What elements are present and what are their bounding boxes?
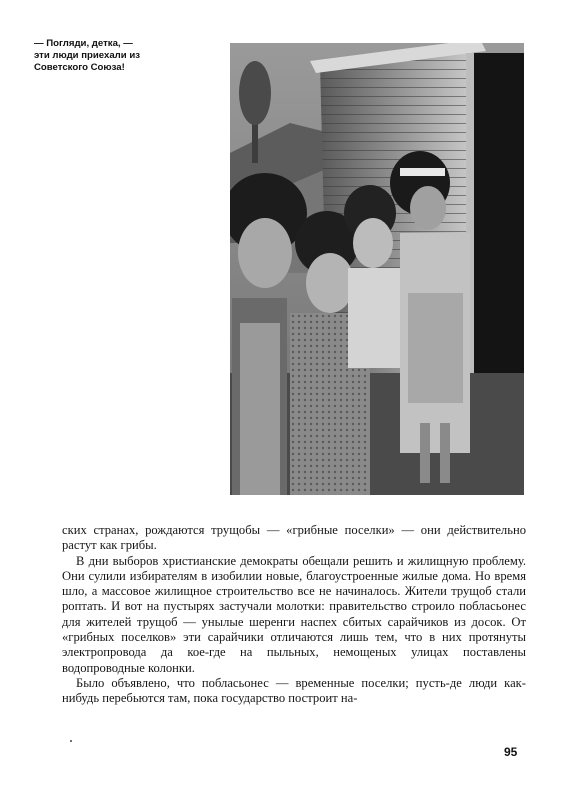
photo-children-shack-icon <box>230 43 524 495</box>
article-body <box>62 523 526 707</box>
caption-line-3: Советского Союза! <box>34 62 125 73</box>
photograph <box>230 43 524 495</box>
caption-line-2: эти люди приехали из <box>34 50 141 61</box>
paragraph-elections: В дни выборов христианские демократы обещали решить и жилищную проблему. Они сулили избирателям в изобилии новые, благоустроенные жилые дома. Но время шло, а массовое жилищное строительство все не начиналось. Жители трущоб стали роптать. И вот на пустырях застучали молотки: правительство строило побласьонес для жителей трущоб — унылые шеренги наспех сбитых сарайчиков из досок. От «грибных поселков» эти сарайчики отличаются лишь тем, что в них протянуты электропровода да кое-где на пыльных, немощеных улицах поставлены водопроводные колонки. <box>62 553 526 675</box>
page-number: 95 <box>504 745 518 759</box>
paragraph-poblaciones: Было объявлено, что побласьонес — временные поселки; пусть-де люди как-нибудь перебьются там, пока государство построит на- <box>62 675 526 706</box>
paragraph-continuation: ских странах, рождаются трущобы — «грибные поселки» — они действительно растут как грибы. <box>62 523 526 553</box>
photo-caption <box>34 38 184 74</box>
caption-line-1: — Погляди, детка, — <box>34 38 133 49</box>
print-mark <box>70 740 72 742</box>
